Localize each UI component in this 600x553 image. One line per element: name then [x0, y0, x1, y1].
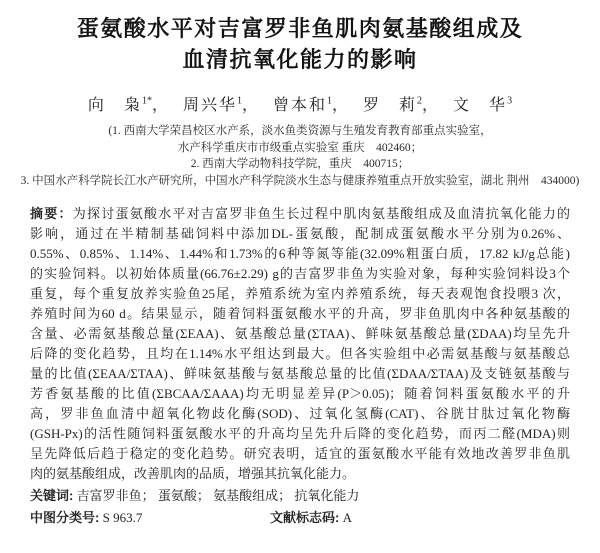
author-affil-sup: 1*	[141, 96, 152, 107]
paper-page	[0, 13, 600, 553]
author-separator: ，	[332, 97, 349, 115]
abstract-line: 高，罗非鱼血清中超氧化物歧化酶(SOD)、过氧化氢酶(CAT)、谷胱甘肽过氧化物酶	[30, 406, 570, 422]
keywords-label: 关键词:	[30, 488, 74, 504]
keywords-line	[30, 485, 570, 506]
document-code-value: A	[339, 510, 352, 526]
keywords-text: 吉富罗非鱼； 蛋氨酸； 氨基酸组成； 抗氧化能力	[73, 488, 360, 504]
abstract-line: 肉的氨基酸组成，改善肌肉的品质，增强其抗氧化能力。	[30, 466, 356, 482]
author-separator: ，	[151, 97, 168, 115]
abstract-line: 量的比值(ΣEAA/ΣTAA)、鲜味氨基酸与氨基酸总量的比值(ΣDAA/ΣTAA)及支链氨基酸与	[30, 366, 570, 382]
affiliation-line: (1. 西南大学荣昌校区水产系，淡水鱼类资源与生殖发育教育部重点实验室，	[108, 125, 492, 138]
abstract-line: 芳香氨基酸的比值(ΣBCAA/ΣAAA)均无明显差异(P＞0.05)；随着饲料蛋氨酸水平的升	[30, 386, 570, 402]
abstract-line: (GSH-Px)的活性随饲料蛋氨酸水平的升高均呈先升后降的变化趋势，而丙二醛(MDA)则	[30, 426, 570, 442]
abstract-line: 含量、必需氨基酸总量(ΣEAA)、氨基酸总量(ΣTAA)、鲜味氨基酸总量(ΣDAA)均呈先升	[30, 326, 570, 342]
abstract-line: 影响，通过在半精制基础饲料中添加DL-蛋氨酸，配制成蛋氨酸水平分别为0.26%、	[30, 226, 570, 242]
paper-title	[0, 13, 600, 75]
abstract-line: 0.55%、0.85%、1.14%、1.44%和1.73%的6种等氮等能(32.09%粗蛋白质，17.82 kJ/g总能)	[30, 246, 570, 262]
document-code	[270, 507, 352, 529]
paper-title-line1: 蛋氨酸水平对吉富罗非鱼肌肉氨基酸组成及	[76, 16, 524, 41]
classification-number	[30, 507, 270, 529]
paper-title-line2: 血清抗氧化能力的影响	[182, 47, 418, 72]
author-name: 文 华$^3$	[453, 96, 513, 115]
abstract-line: 呈先降低后趋于稳定的变化趋势。研究表明，适宜的蛋氨酸水平能有效地改善罗非鱼肌	[30, 446, 570, 462]
affiliation-line: 水产科学重庆市市级重点实验室 重庆 402460；	[177, 141, 423, 154]
author-separator: ，	[241, 97, 258, 115]
abstract-line: 后降的变化趋势，且均在1.14%水平组达到最大。但各实验组中必需氨基酸与氨基酸总	[30, 346, 570, 362]
affiliation-line: 3. 中国水产科学院长江水产研究所，中国水产科学院淡水生态与健康养殖重点开放实验室，湖北 荆州 434000)	[20, 174, 580, 187]
abstract-line: 的实验饲料。以初始体质量(66.76±2.29) g的吉富罗非鱼为实验对象，每种实验饲料设3个	[30, 266, 570, 282]
abstract-line: 重复，每个重复放养实验鱼25尾，养殖系统为室内养殖系统，每天表观饱食投喂3 次，	[30, 286, 570, 302]
abstract-text: 为探讨蛋氨酸水平对吉富罗非鱼生长过程中肌肉氨基酸组成及血清抗氧化能力的	[72, 206, 570, 222]
meta-line	[30, 507, 570, 529]
abstract-label: 摘要：	[30, 206, 73, 222]
abstract-block	[30, 204, 570, 484]
author-name: 罗 莉$^2$	[363, 96, 423, 115]
author-affil-sup: 1	[236, 96, 242, 107]
author-separator: ，	[422, 97, 439, 115]
affiliation-line: 2. 西南大学动物科技学院，重庆 400715；	[190, 158, 410, 171]
author-affil-sup: 3	[507, 96, 513, 107]
author-name: 周兴华$^1$	[182, 96, 242, 115]
abstract-line	[30, 204, 570, 224]
affiliations-block	[0, 123, 600, 189]
author-affil-sup: 2	[417, 96, 423, 107]
classification-value: S 963.7	[99, 510, 143, 526]
document-code-label: 文献标志码:	[270, 510, 340, 526]
abstract-line: 养殖时间为60 d。结果显示，随着饲料蛋氨酸水平的升高，罗非鱼肌肉中各种氨基酸的	[30, 306, 570, 322]
author-name: 曾本和$^1$	[272, 96, 332, 115]
author-name: 向 枭$^{1*}$	[87, 96, 152, 115]
authors-line	[0, 90, 600, 118]
classification-label: 中图分类号:	[30, 510, 100, 526]
author-affil-sup: 1	[327, 96, 332, 107]
